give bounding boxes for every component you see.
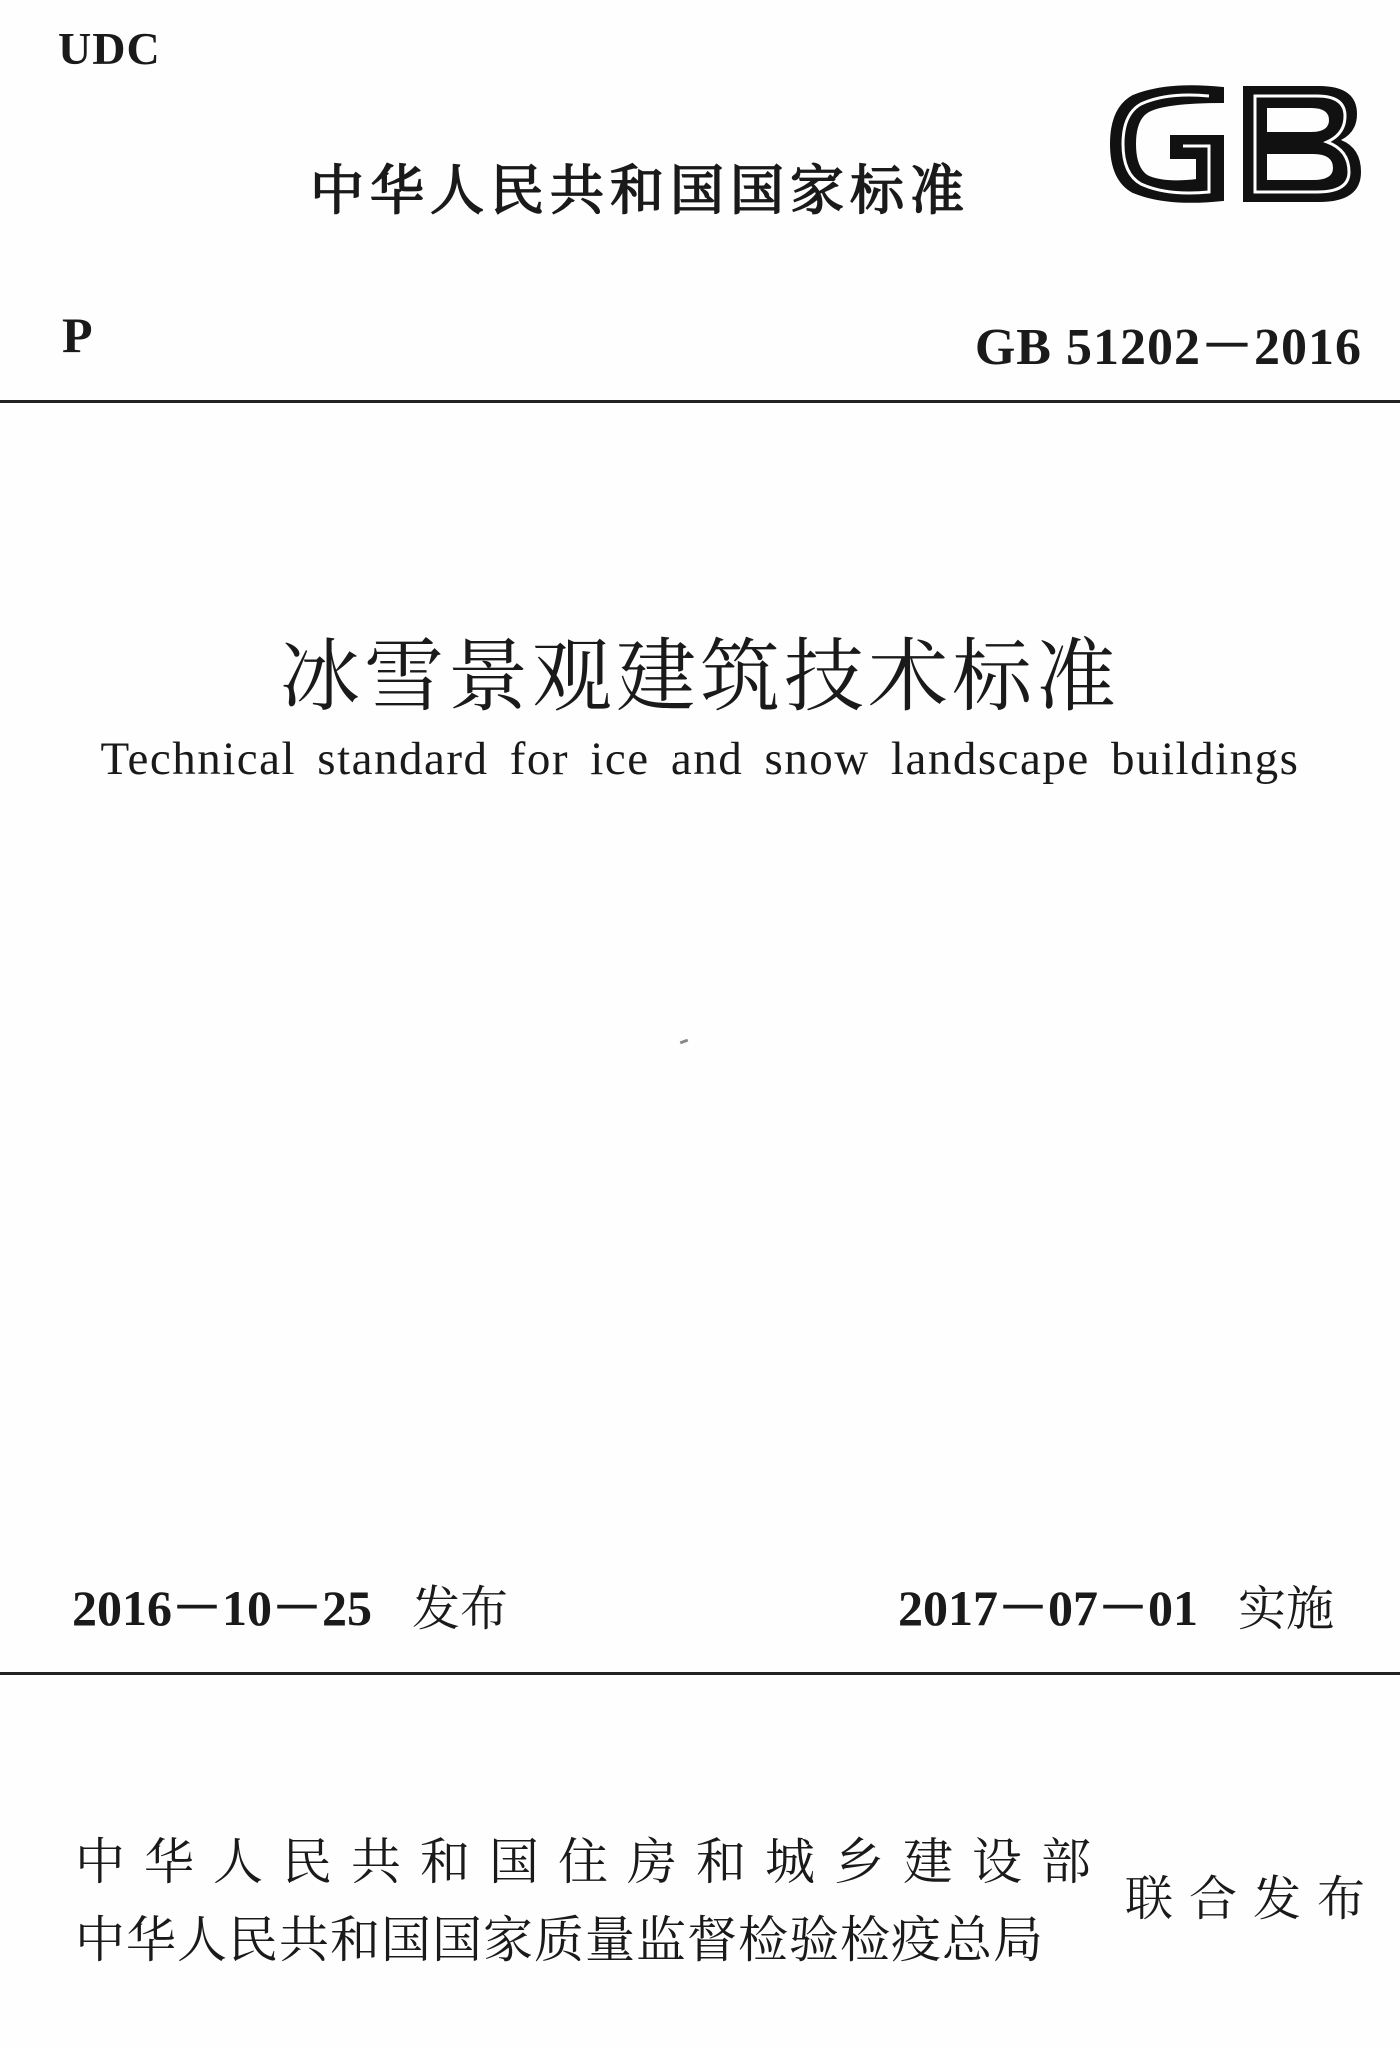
issue-date-line bbox=[72, 1568, 508, 1640]
issuer-ministry: 中华人民共和国住房和城乡建设部 bbox=[75, 1833, 1110, 1891]
print-speck bbox=[680, 1039, 689, 1045]
bottom-divider bbox=[0, 1672, 1400, 1675]
category-code: P bbox=[62, 307, 93, 363]
gb-logo bbox=[1105, 80, 1367, 208]
standard-number: GB 51202－2016 bbox=[974, 319, 1362, 376]
implementation-label: 实施 bbox=[1238, 1581, 1335, 1637]
national-standard-heading: 中华人民共和国国家标准 bbox=[310, 159, 970, 222]
issue-date: 2016－10－25 bbox=[72, 1580, 372, 1636]
title-chinese: 冰雪景观建筑技术标准 bbox=[280, 630, 1120, 723]
implementation-date-line bbox=[898, 1568, 1334, 1640]
implementation-date: 2017－07－01 bbox=[898, 1580, 1198, 1636]
top-divider bbox=[0, 400, 1400, 403]
joint-issue-label: 联合发布 bbox=[1125, 1871, 1382, 1927]
udc-label: UDC bbox=[58, 23, 161, 74]
issue-label: 发布 bbox=[412, 1581, 509, 1637]
title-english: Technical standard for ice and snow landscape buildings bbox=[100, 733, 1300, 785]
issuer-aqsiq: 中华人民共和国国家质量监督检验检疫总局 bbox=[75, 1911, 1044, 1969]
